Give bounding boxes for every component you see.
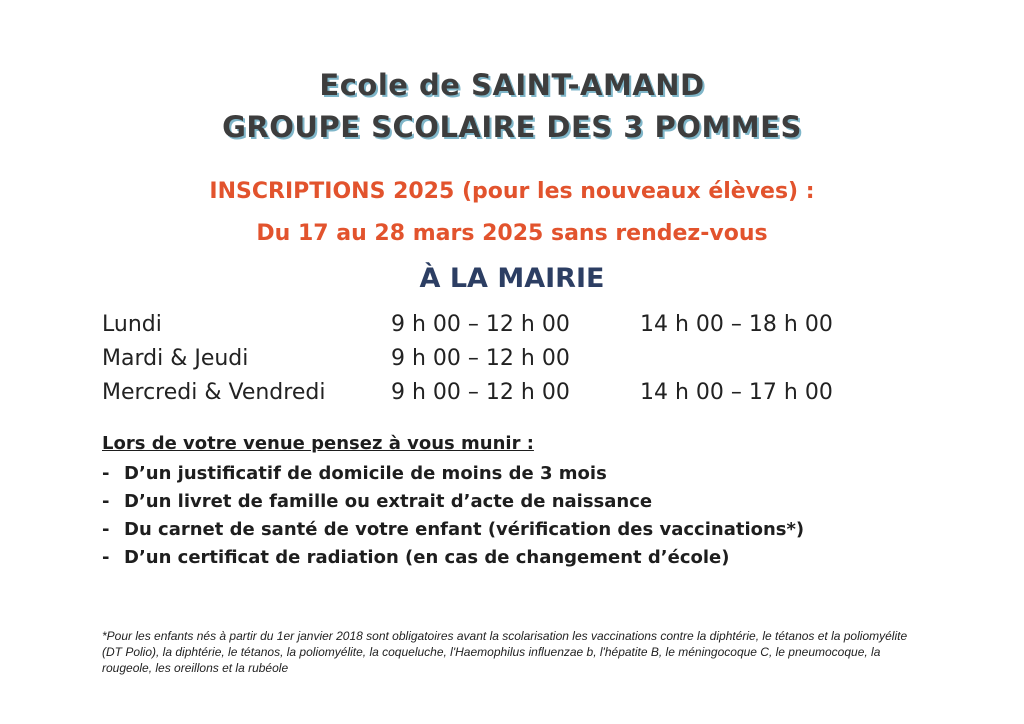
list-item	[102, 516, 804, 544]
documents-list	[102, 460, 804, 572]
list-item	[102, 460, 804, 488]
list-item	[102, 544, 804, 572]
document-item-text: Du carnet de santé de votre enfant (vérification des vaccinations*)	[124, 519, 805, 540]
schedule-morning-hours: 9 h 00 – 12 h 00	[391, 346, 570, 371]
bullet-dash: -	[102, 463, 110, 484]
schedule-afternoon-hours: 14 h 00 – 17 h 00	[640, 380, 833, 405]
bullet-dash: -	[102, 491, 110, 512]
schedule-afternoon-hours: 14 h 00 – 18 h 00	[640, 312, 833, 337]
inscriptions-heading: INSCRIPTIONS 2025 (pour les nouveaux élèves) :	[209, 179, 815, 204]
schedule-day: Mercredi & Vendredi	[102, 380, 326, 405]
schedule-morning-hours: 9 h 00 – 12 h 00	[391, 380, 570, 405]
schedule-day: Mardi & Jeudi	[102, 346, 249, 371]
bullet-dash: -	[102, 547, 110, 568]
school-name: Ecole de SAINT-AMAND	[319, 68, 705, 102]
location-heading: À LA MAIRIE	[419, 263, 605, 294]
inscriptions-dates: Du 17 au 28 mars 2025 sans rendez-vous	[256, 221, 768, 246]
schedule-morning-hours: 9 h 00 – 12 h 00	[391, 312, 570, 337]
list-item	[102, 488, 804, 516]
documents-heading: Lors de votre venue pensez à vous munir :	[102, 433, 534, 454]
document-item-text: D’un justificatif de domicile de moins de 3 mois	[124, 463, 607, 484]
vaccination-footnote: *Pour les enfants nés à partir du 1er janvier 2018 sont obligatoires avant la scolarisation les vaccinations contre la diphtérie, le tétanos et la poliomyélite (DT Polio), la diphtérie, le tétanos, la poliomyélite, la coqueluche, l'Haemophilus influenzae b, l'hépatite B, le méningocoque C, le pneumocoque, la rougeole, les oreillons et la rubéole	[102, 629, 908, 675]
bullet-dash: -	[102, 519, 110, 540]
school-group-name: GROUPE SCOLAIRE DES 3 POMMES	[222, 110, 802, 144]
document-item-text: D’un livret de famille ou extrait d’acte de naissance	[124, 491, 653, 512]
schedule-day: Lundi	[102, 312, 162, 337]
document-item-text: D’un certificat de radiation (en cas de changement d’école)	[124, 547, 730, 568]
